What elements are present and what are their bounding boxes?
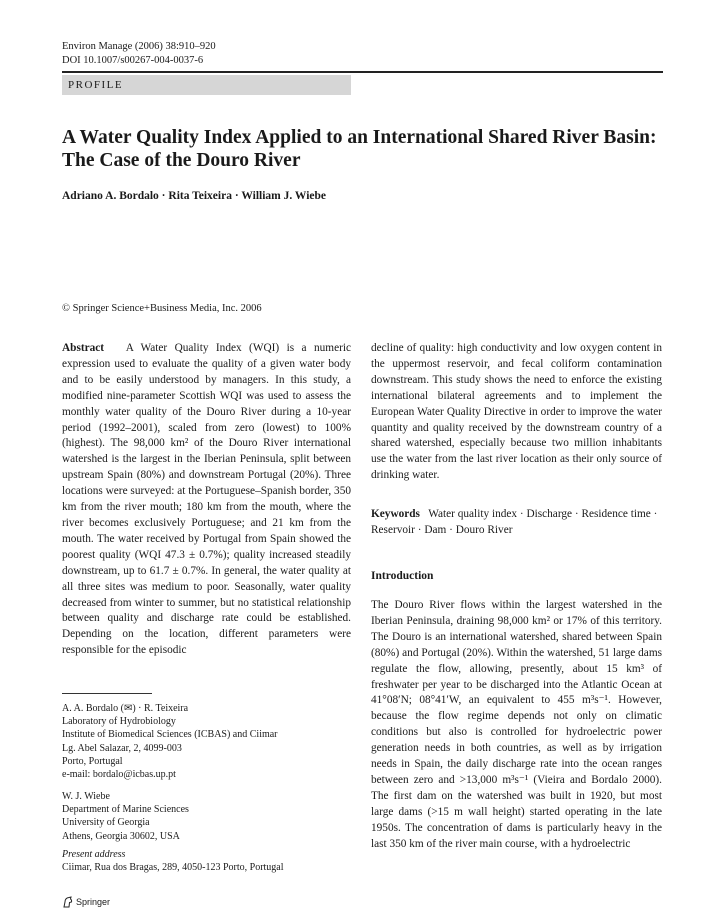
abstract-right [371,341,662,484]
affiliation-2 [62,790,351,843]
introduction-text: The Douro River flows within the largest watershed in the Iberian Peninsula, draining 98,000 km² or 17% of this territory. The Douro is an international watershed, shared between Spain (80%) and Portugal (20%). Within the watershed, 51 large dams regulate the flow, allowing, presently, about 15 km³ of freshwater per year to be discharged into the Atlantic Ocean at 41°08′N; 08°41′W, an equivalent to 455 m³s⁻¹. However, because the flow regime depends not only on climatic conditions but also is controlled for hydroelectric power generation needs in both countries, as well as by irrigation needs in Spain, the daily discharge rate into the ocean ranges between zero and >13,000 m³s⁻¹ (Vieira and Bordalo 2000). The first dam on the watershed was built in 1920, but most large dams (>15 m wall height) started operating in the late 1950s. The concentration of dams is particularly heavy in the last 350 km of the river main course, with a hydroelectric [371,599,662,850]
doi: DOI 10.1007/s00267-004-0037-6 [62,55,204,66]
affiliation-line: Laboratory of Hydrobiology [62,716,176,728]
affiliation-line: Institute of Biomedical Sciences (ICBAS) and Ciimar [62,729,278,741]
introduction-body [371,598,662,853]
affiliation-line: Department of Marine Sciences [62,804,189,816]
affiliation-1 [62,702,351,781]
publisher-footer [62,896,110,908]
abstract-text-right: decline of quality: high conductivity and low oxygen content in the uppermost reservoir, and fecal coliform contamination downstream. This study shows the need to enforce the existing international bilateral agreements and to implement the European Water Quality Directive in order to improve the water quantity and quality received by the downstream country of a shared watershed, especially because two million inhabitants use the water from the last river location as their only source of drinking water. [371,342,662,482]
present-address-text: Ciimar, Rua dos Bragas, 289, 4050-123 Porto, Portugal [62,862,284,874]
journal-citation: Environ Manage (2006) 38:910–920 [62,41,216,52]
springer-horse-icon [62,896,74,908]
present-address [62,848,351,874]
keywords-text: Water quality index · Discharge · Residence time · Reservoir · Dam · Douro River [371,508,658,536]
paper-title: A Water Quality Index Applied to an International Shared River Basin: The Case of the Douro River [62,127,657,171]
header-rule [62,71,663,73]
affiliation-line: University of Georgia [62,817,150,829]
publisher-name: Springer [76,897,111,907]
abstract-text-left: A Water Quality Index (WQI) is a numeric expression used to evaluate the quality of a given water body and to be easily understood by managers. In this study, a modified nine-parameter Scottish WQI was used to assess the monthly water quality of the Douro River during a 10-year period (1992–2001), scaled from zero (lowest) to 100% (highest). The 98,000 km² of the Douro River international watershed is the largest in the Iberian Peninsula, split between upstream Spain (80%) and downstream Portugal (20%). Three locations were surveyed: at the Portuguese–Spanish border, 350 km from the river mouth; 180 km from the mouth, where the river becomes exclusively Portuguese; and 21 km from the mouth. The water received by Portugal from Spain showed the poorest quality (WQI 47.3 ± 0.7%); quality increased steadily downstream, up to 61.7 ± 0.7%. In general, the water quality at all three sites was medium to poor. Seasonally, water quality decreased from winter to summer, but no statistical relationship between quality and discharge rate could be established. Depending on the location, different parameters were responsible for the episodic [62,342,352,657]
keywords [371,507,662,539]
author-list: Adriano A. Bordalo · Rita Teixeira · William J. Wiebe [62,190,326,202]
keywords-label: Keywords [371,508,420,520]
affiliation-line: W. J. Wiebe [62,791,110,802]
present-address-label: Present address [62,849,126,860]
abstract-left [62,341,351,659]
section-label: PROFILE [62,75,351,95]
abstract-label: Abstract [62,342,105,354]
affiliation-email: e-mail: bordalo@icbas.up.pt [62,769,176,781]
footnote-separator [62,693,152,694]
affiliation-line: Lg. Abel Salazar, 2, 4099-003 [62,742,182,754]
affiliation-line: A. A. Bordalo (✉) · R. Teixeira [62,703,189,714]
journal-header [62,40,216,68]
copyright-notice: © Springer Science+Business Media, Inc. 2006 [62,303,262,314]
affiliation-line: Porto, Portugal [62,755,123,767]
introduction-heading: Introduction [371,570,434,582]
affiliation-line: Athens, Georgia 30602, USA [62,830,180,842]
